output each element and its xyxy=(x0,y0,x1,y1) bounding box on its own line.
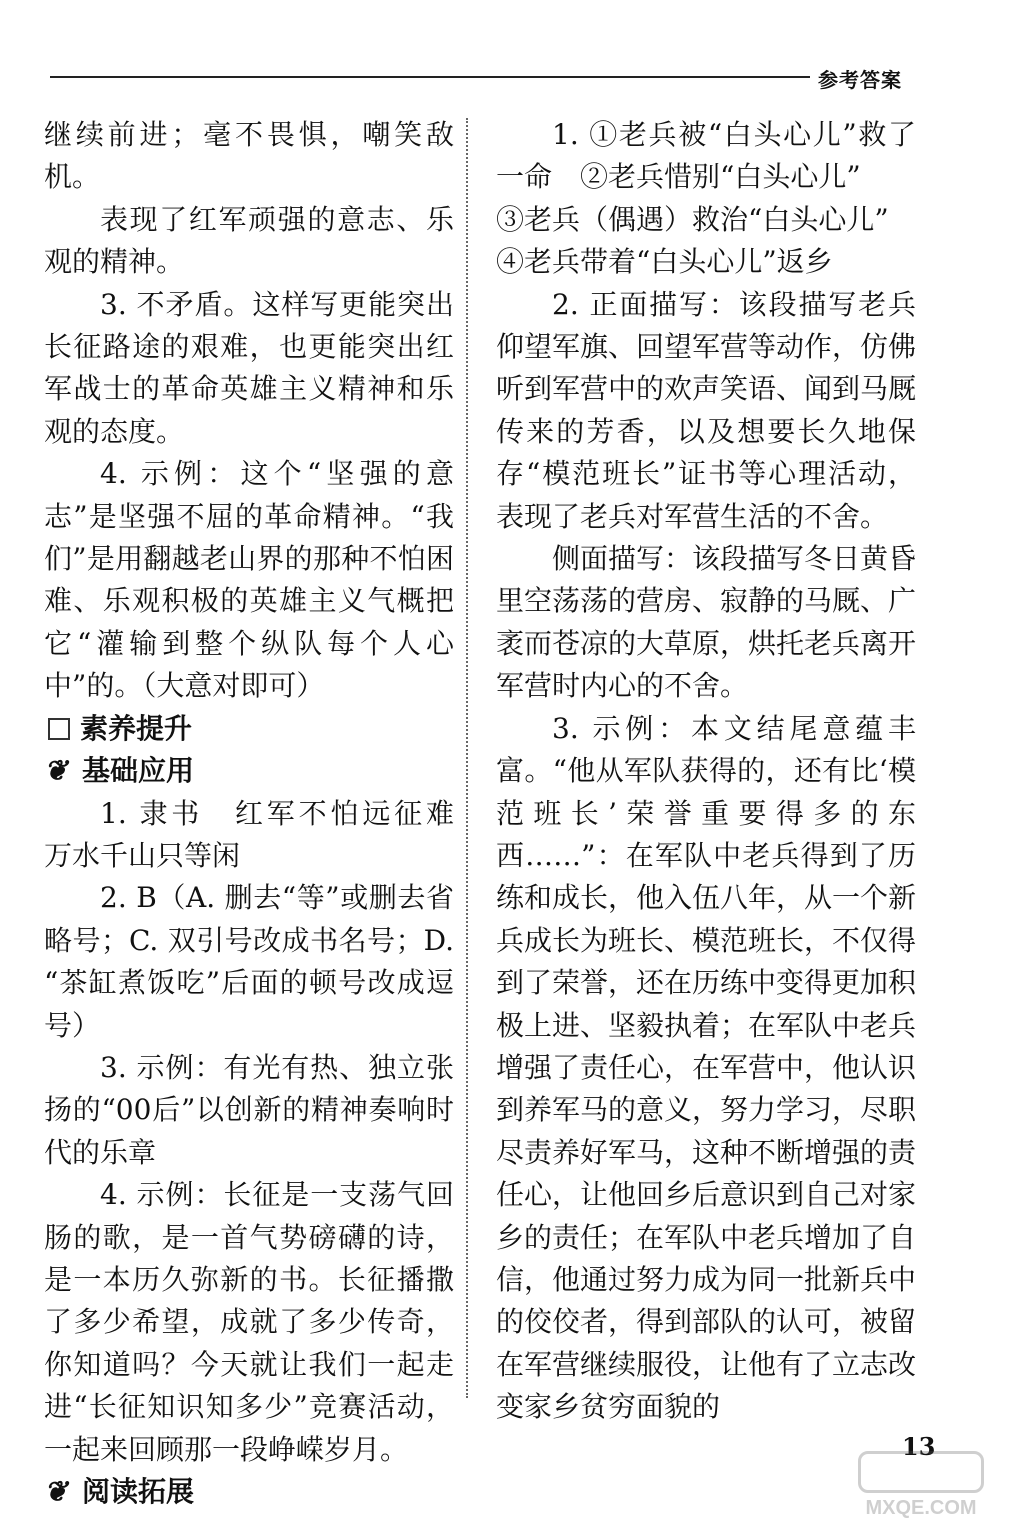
section-heading-yuedu xyxy=(44,1471,454,1513)
answer-item-3b: 3. 示例：有光有热、独立张扬的“00后”以创新的精神奏响时代的乐章 xyxy=(44,1050,454,1169)
reading-item-3: 3. 示例：本文结尾意蕴丰富。“他从军队获得的，还有比‘模范班长’荣誉重要得多的东西……”：在军队中老兵得到了历练和成长，他入伍八年，从一个新兵成长为班长、模范班长，不仅得到了荣誉，还在历练中变得更加积极上进、坚毅执着；在军队中老兵增强了责任心，在军营中，他认识到养军马的意义，努力学习，尽职尽责养好军马，这种不断增强的责任心，让他回乡后意识到自己对家乡的责任；在军队中老兵增加了自信，他通过努力成为同一批新兵中的佼佼者，得到部队的认可，被留在军营继续服役，让他有了立志改变家乡贫穷面貌的 xyxy=(496,711,917,1424)
leaf-icon: ❦ xyxy=(44,754,68,788)
reading-item-2: 2. 正面描写：该段描写老兵仰望军旗、回望军营等动作，仿佛听到军营中的欢声笑语、闻到马厩传来的芳香，以及想要长久地保存“模范班长”证书等心理活动，表现了老兵对军营生活的不舍。 xyxy=(496,287,917,533)
left-column xyxy=(44,114,483,1513)
column-divider xyxy=(466,118,468,1398)
section-heading-suyang xyxy=(44,708,454,750)
answer-item-2: 2. B（A. 删去“等”或删去省略号；C. 双引号改成书名号；D. “茶缸煮饭吃”后面的顿号改成逗号） xyxy=(44,881,454,1042)
section-heading-label: 素养提升 xyxy=(80,711,193,745)
header-label: 参考答案 xyxy=(818,68,902,92)
watermark-logo xyxy=(846,1450,996,1520)
square-outline-icon xyxy=(48,718,70,740)
answer-continuation: 继续前进；毫不畏惧，嘲笑敌机。 xyxy=(44,118,454,194)
watermark-icon xyxy=(858,1451,984,1493)
answer-paragraph: 表现了红军顽强的意志、乐观的精神。 xyxy=(44,202,454,279)
page-number: 13 xyxy=(902,1432,936,1461)
header-rule xyxy=(50,76,810,78)
reading-item-1: 1. ①老兵被“白头心儿”救了一命 ②老兵惜别“白头心儿” xyxy=(496,118,916,194)
reading-item-2-side: 侧面描写：该段描写冬日黄昏里空荡荡的营房、寂静的马厩、广袤而苍凉的大草原，烘托老兵离开军营时内心的不舍。 xyxy=(496,542,917,703)
leaf-icon: ❦ xyxy=(44,1475,68,1508)
reading-item-1-line-3: ③老兵（偶遇）救治“白头心儿” xyxy=(496,202,889,236)
answer-item-4b: 4. 示例：长征是一支荡气回肠的歌，是一首气势磅礴的诗，是一本历久弥新的书。长征播撒了多少希望，成就了多少传奇，你知道吗？今天就让我们一起走进“长征知识知多少”竞赛活动，一起来回顾那一段峥嵘岁月。 xyxy=(44,1178,454,1466)
section-heading-jichu xyxy=(44,750,454,792)
section-heading-label: 基础应用 xyxy=(82,754,195,788)
section-heading-label: 阅读拓展 xyxy=(82,1475,195,1508)
answer-item-1: 1. 隶书 红军不怕远征难 万水千山只等闲 xyxy=(44,796,483,872)
answer-item-3: 3. 不矛盾。这样写更能突出长征路途的艰难，也更能突出红军战士的革命英雄主义精神和乐观的态度。 xyxy=(44,287,454,448)
answer-item-4: 4. 示例：这个“坚强的意志”是坚强不屈的革命精神。“我们”是用翻越老山界的那种不怕困难、乐观积极的英雄主义气概把它“灌输到整个纵队每个人心中”的。（大意对即可） xyxy=(44,457,454,703)
reading-item-1-line-4: ④老兵带着“白头心儿”返乡 xyxy=(496,245,833,279)
right-column xyxy=(496,114,916,1429)
watermark-text: MXQE.COM xyxy=(865,1496,977,1519)
